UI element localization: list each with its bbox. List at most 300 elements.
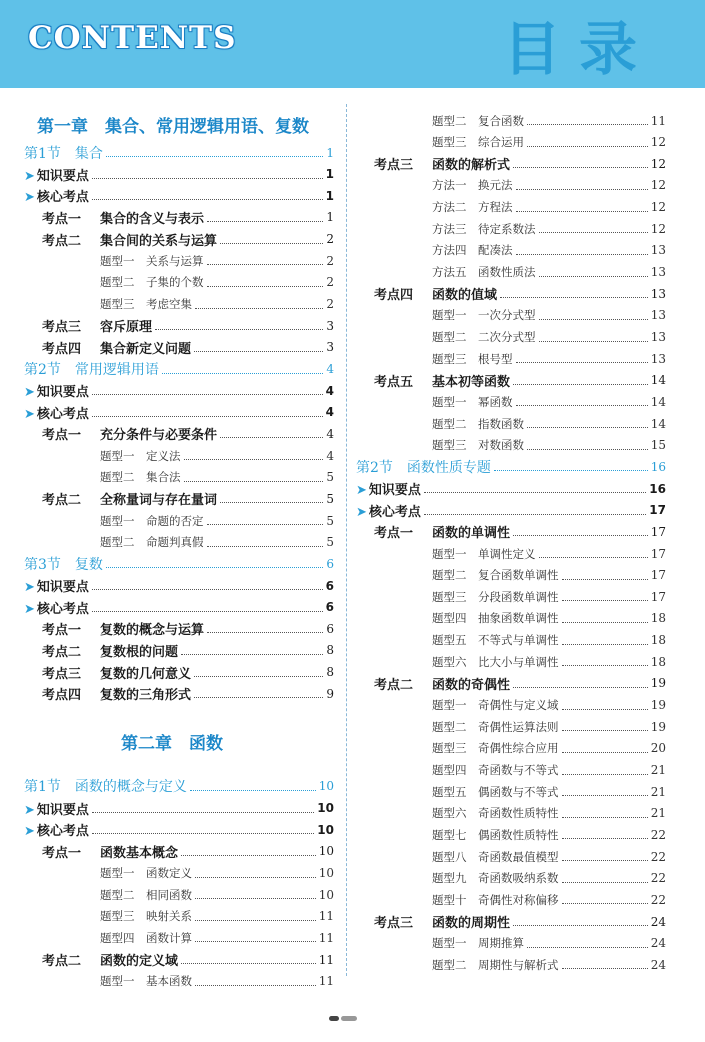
entry-code: 题型二 xyxy=(432,330,467,344)
entry-title: 函数计算 xyxy=(146,930,192,945)
toc-entry[interactable] xyxy=(42,662,334,683)
entry-code: 题型三 xyxy=(432,589,467,604)
entry-title: 抽象函数单调性 xyxy=(478,611,559,626)
toc-entry[interactable] xyxy=(100,250,334,271)
dot-leader xyxy=(92,199,323,200)
page-number: 13 xyxy=(650,265,666,280)
arrow-icon: ➤ xyxy=(24,802,35,818)
entry-code: 考点三 xyxy=(374,916,414,932)
dot-leader xyxy=(207,524,324,525)
entry-title: 核心考点 xyxy=(36,824,89,840)
page-number: 20 xyxy=(650,741,666,756)
toc-entry[interactable] xyxy=(432,132,666,153)
entry-code: 题型三 xyxy=(432,741,467,756)
toc-entry[interactable] xyxy=(432,305,666,326)
toc-entry[interactable] xyxy=(42,207,334,228)
toc-entry[interactable] xyxy=(100,445,334,466)
entry-title: 复合函数单调性 xyxy=(478,568,559,583)
entry-title: 知识要点 xyxy=(36,802,89,818)
toc-entry[interactable] xyxy=(42,618,334,639)
dot-leader xyxy=(562,795,648,796)
dot-leader xyxy=(220,502,323,503)
entry-title: 基本初等函数 xyxy=(432,374,511,390)
toc-entry[interactable] xyxy=(374,911,666,932)
page-number: 6 xyxy=(326,621,334,636)
page-number: 8 xyxy=(326,665,334,680)
entry-code: 考点二 xyxy=(42,233,82,249)
toc-entry[interactable] xyxy=(42,315,334,336)
entry-code: 题型四 xyxy=(432,763,467,777)
entry-code: 方法五 xyxy=(432,265,467,280)
dot-leader xyxy=(184,459,324,460)
toc-entry[interactable] xyxy=(24,359,334,380)
toc-entry[interactable] xyxy=(24,380,334,401)
dot-leader xyxy=(516,405,648,406)
dot-leader xyxy=(92,394,323,395)
toc-entry[interactable] xyxy=(100,510,334,531)
dot-leader xyxy=(562,730,648,731)
page-number: 18 xyxy=(650,633,666,648)
page-number: 17 xyxy=(649,503,666,518)
entry-code: 题型一 xyxy=(100,253,135,268)
entry-code: 题型一 xyxy=(432,394,467,409)
entry-title: 函数的周期性 xyxy=(432,916,511,932)
entry-title: 函数的值域 xyxy=(432,288,498,304)
entry-title: 子集的个数 xyxy=(146,275,204,290)
dot-leader xyxy=(181,855,316,856)
entry-code: 考点四 xyxy=(374,288,414,304)
dot-leader xyxy=(181,963,316,964)
dot-leader xyxy=(190,790,316,791)
toc-entry[interactable] xyxy=(432,803,666,824)
dot-leader xyxy=(207,632,323,633)
entry-code: 考点三 xyxy=(42,320,82,336)
entry-title: 单调性定义 xyxy=(478,546,536,561)
dot-leader xyxy=(195,877,316,878)
entry-title: 幂函数 xyxy=(478,394,513,409)
page-number: 24 xyxy=(650,936,666,951)
toc-entry[interactable] xyxy=(24,185,334,206)
entry-code: 题型二 xyxy=(432,113,467,128)
toc-entry[interactable] xyxy=(100,884,334,905)
entry-title: 集合间的关系与运算 xyxy=(100,233,218,249)
entry-code: 题型十 xyxy=(432,892,467,907)
page-number: 22 xyxy=(650,849,666,864)
entry-title: 奇偶性与定义域 xyxy=(478,698,559,713)
toc-entry[interactable] xyxy=(24,575,334,596)
entry-code: 考点一 xyxy=(42,428,82,444)
toc-entry[interactable] xyxy=(432,543,666,564)
page-number: 4 xyxy=(325,405,334,420)
toc-entry[interactable] xyxy=(24,798,334,819)
toc-entry[interactable] xyxy=(432,760,666,781)
entry-title: 不等式与单调性 xyxy=(478,633,559,648)
entry-title: 知识要点 xyxy=(36,580,89,595)
toc-entry[interactable] xyxy=(356,456,666,477)
dot-leader xyxy=(162,373,323,374)
page-number: 5 xyxy=(326,491,334,506)
toc-entry[interactable] xyxy=(432,781,666,802)
toc-entry[interactable] xyxy=(356,500,666,521)
entry-title: 方程法 xyxy=(478,200,513,215)
entry-code: 题型六 xyxy=(432,654,467,669)
entry-title: 配凑法 xyxy=(478,243,513,258)
entry-title: 分段函数单调性 xyxy=(478,589,559,604)
toc-entry[interactable] xyxy=(42,229,334,250)
entry-title: 奇函数性质特性 xyxy=(478,806,559,821)
entry-code: 考点二 xyxy=(374,677,414,693)
entry-title: 考虑空集 xyxy=(146,297,192,312)
page-number: 2 xyxy=(326,253,334,268)
toc-entry[interactable] xyxy=(432,218,666,239)
dot-leader xyxy=(92,178,323,179)
entry-title: 复数的概念与运算 xyxy=(100,623,205,639)
mulu-title: 目录 xyxy=(503,15,656,83)
toc-entry[interactable] xyxy=(432,348,666,369)
toc-entry[interactable] xyxy=(432,933,666,954)
toc-entry[interactable] xyxy=(432,327,666,348)
entry-title: 奇偶性综合应用 xyxy=(478,741,559,756)
page-number: 16 xyxy=(650,459,666,474)
toc-entry[interactable] xyxy=(42,949,334,970)
entry-code: 题型六 xyxy=(432,806,467,821)
entry-code: 考点一 xyxy=(42,845,82,861)
toc-entry[interactable] xyxy=(24,819,334,840)
toc-entry[interactable] xyxy=(356,478,666,499)
entry-title: 第1节 函数的概念与定义 xyxy=(24,779,187,796)
page-number: 13 xyxy=(650,286,666,301)
toc-entry[interactable] xyxy=(374,521,666,542)
page-number: 22 xyxy=(650,871,666,886)
toc-entry[interactable] xyxy=(100,272,334,293)
page-number: 1 xyxy=(325,188,334,203)
entry-code: 题型三 xyxy=(100,909,135,924)
page-number: 17 xyxy=(650,589,666,604)
page-number: 11 xyxy=(318,952,334,967)
page-number: 1 xyxy=(326,145,334,160)
page-number: 2 xyxy=(326,297,334,312)
dot-leader xyxy=(516,362,648,363)
entry-title: 函数性质法 xyxy=(478,265,536,280)
page-number: 12 xyxy=(650,156,666,171)
dot-leader xyxy=(220,243,323,244)
toc-entry[interactable] xyxy=(24,553,334,574)
chapter-1-title: 第一章 集合、常用逻辑用语、复数 xyxy=(37,117,309,137)
toc-entry[interactable] xyxy=(374,153,666,174)
entry-title: 偶函数性质特性 xyxy=(478,827,559,842)
entry-title: 知识要点 xyxy=(36,385,89,401)
toc-entry[interactable] xyxy=(100,906,334,927)
dot-leader xyxy=(513,384,648,385)
toc-entry[interactable] xyxy=(432,716,666,737)
page-number: 24 xyxy=(650,914,666,929)
page-number: 21 xyxy=(650,806,666,821)
toc-entry[interactable] xyxy=(24,164,334,185)
arrow-icon: ➤ xyxy=(356,483,367,499)
toc-entry[interactable] xyxy=(432,651,666,672)
page-number: 3 xyxy=(326,340,334,355)
page-number: 19 xyxy=(650,698,666,713)
toc-entry[interactable] xyxy=(432,565,666,586)
entry-code: 题型四 xyxy=(100,930,135,945)
entry-title: 指数函数 xyxy=(478,416,524,431)
page-number: 17 xyxy=(650,524,666,539)
entry-title: 第3节 复数 xyxy=(24,556,103,573)
entry-code: 题型二 xyxy=(100,470,135,485)
dot-leader xyxy=(207,221,323,222)
toc-entry[interactable] xyxy=(432,413,666,434)
entry-title: 奇偶性运算法则 xyxy=(478,719,559,734)
page-number: 12 xyxy=(650,221,666,236)
toc-entry[interactable] xyxy=(432,954,666,975)
page-number: 5 xyxy=(326,513,334,528)
entry-code: 题型三 xyxy=(432,438,467,453)
entry-code: 考点五 xyxy=(374,374,414,390)
contents-title: CONTENTS xyxy=(28,20,237,56)
toc-entry[interactable] xyxy=(432,110,666,131)
entry-code: 题型一 xyxy=(100,448,135,463)
entry-code: 题型一 xyxy=(432,308,467,323)
entry-code: 题型五 xyxy=(432,784,467,799)
dot-leader xyxy=(562,882,648,883)
entry-title: 核心考点 xyxy=(36,601,89,617)
entry-code: 题型一 xyxy=(100,866,135,880)
page-number: 17 xyxy=(650,568,666,583)
entry-title: 集合新定义问题 xyxy=(100,341,192,357)
entry-code: 方法四 xyxy=(432,243,467,258)
toc-entry[interactable] xyxy=(432,889,666,910)
dot-leader xyxy=(539,319,648,320)
toc-entry[interactable] xyxy=(432,608,666,629)
toc-entry[interactable] xyxy=(42,841,334,862)
page-number: 14 xyxy=(650,416,666,431)
page-number: 12 xyxy=(650,135,666,150)
page-number: 14 xyxy=(650,394,666,409)
dot-leader xyxy=(92,589,323,590)
toc-entry[interactable] xyxy=(432,435,666,456)
entry-title: 核心考点 xyxy=(36,406,89,422)
page-number: 12 xyxy=(650,200,666,215)
dot-leader xyxy=(562,860,648,861)
page-number: 6 xyxy=(326,556,334,571)
entry-code: 题型五 xyxy=(432,633,467,648)
entry-title: 周期性与解析式 xyxy=(478,957,559,972)
toc-entry[interactable] xyxy=(432,197,666,218)
page-number: 12 xyxy=(650,178,666,193)
dot-leader xyxy=(207,546,324,547)
dot-leader xyxy=(195,920,316,921)
entry-code: 题型七 xyxy=(432,827,467,842)
entry-code: 题型二 xyxy=(432,416,467,431)
toc-entry[interactable] xyxy=(432,738,666,759)
toc-entry[interactable] xyxy=(432,695,666,716)
dot-leader xyxy=(207,264,324,265)
page-number: 6 xyxy=(325,578,334,593)
page-number: 18 xyxy=(650,654,666,669)
dot-leader xyxy=(106,156,323,157)
page-number: 8 xyxy=(326,643,334,658)
toc-entry[interactable] xyxy=(432,240,666,261)
entry-code: 题型一 xyxy=(432,546,467,561)
dot-leader xyxy=(539,557,648,558)
dot-leader xyxy=(195,985,316,986)
page-number: 6 xyxy=(325,600,334,615)
entry-title: 复数的几何意义 xyxy=(100,666,192,682)
dot-leader xyxy=(220,437,323,438)
arrow-icon: ➤ xyxy=(24,824,35,840)
page-number: 15 xyxy=(650,438,666,453)
entry-code: 题型二 xyxy=(100,535,135,550)
page-number: 4 xyxy=(325,383,334,398)
entry-title: 命题判真假 xyxy=(146,535,204,550)
entry-code: 题型二 xyxy=(432,719,467,734)
dot-leader xyxy=(513,925,648,926)
arrow-icon: ➤ xyxy=(24,190,35,206)
entry-title: 命题的否定 xyxy=(146,513,204,528)
page-number: 18 xyxy=(650,611,666,626)
toc-entry[interactable] xyxy=(432,391,666,412)
dot-leader xyxy=(194,697,323,698)
entry-title: 全称量词与存在量词 xyxy=(100,493,218,509)
toc-entry[interactable] xyxy=(374,673,666,694)
toc-entry[interactable] xyxy=(100,532,334,553)
toc-entry[interactable] xyxy=(24,142,334,163)
toc-entry[interactable] xyxy=(100,863,334,884)
entry-code: 考点一 xyxy=(42,623,82,639)
toc-entry[interactable] xyxy=(42,640,334,661)
page-number: 21 xyxy=(650,763,666,777)
toc-entry[interactable] xyxy=(374,283,666,304)
entry-code: 题型二 xyxy=(100,275,135,290)
page-number: 1 xyxy=(326,210,334,225)
entry-title: 充分条件与必要条件 xyxy=(100,428,218,444)
dot-leader xyxy=(562,644,648,645)
dot-leader xyxy=(181,654,323,655)
dot-leader xyxy=(527,449,648,450)
dot-leader xyxy=(92,833,314,834)
toc-entry[interactable] xyxy=(100,971,334,992)
toc-entry[interactable] xyxy=(24,402,334,423)
toc-entry[interactable] xyxy=(100,927,334,948)
entry-title: 对数函数 xyxy=(478,438,524,453)
dot-leader xyxy=(92,611,323,612)
toc-entry[interactable] xyxy=(24,776,334,797)
entry-title: 综合运用 xyxy=(478,135,524,150)
page-number: 24 xyxy=(650,957,666,972)
toc-entry[interactable] xyxy=(100,467,334,488)
toc-entry[interactable] xyxy=(374,370,666,391)
toc-entry[interactable] xyxy=(432,175,666,196)
page-number: 5 xyxy=(326,535,334,550)
page-number: 4 xyxy=(326,362,334,376)
toc-entry[interactable] xyxy=(42,423,334,444)
entry-title: 函数的奇偶性 xyxy=(432,677,511,693)
toc-entry[interactable] xyxy=(42,488,334,509)
entry-title: 第2节 常用逻辑用语 xyxy=(24,362,159,378)
toc-entry[interactable] xyxy=(42,683,334,704)
page-number: 17 xyxy=(650,546,666,561)
entry-title: 容斥原理 xyxy=(100,320,153,336)
page-number: 21 xyxy=(650,784,666,799)
entry-title: 相同函数 xyxy=(146,887,192,902)
dot-leader xyxy=(539,276,648,277)
page-number: 11 xyxy=(318,974,334,989)
page-number: 13 xyxy=(650,330,666,344)
toc-entry[interactable] xyxy=(42,337,334,358)
entry-code: 题型二 xyxy=(100,887,135,902)
entry-code: 方法一 xyxy=(432,178,467,193)
dot-leader xyxy=(562,752,648,753)
toc-entry[interactable] xyxy=(100,294,334,315)
dot-leader xyxy=(562,838,648,839)
dot-leader xyxy=(195,308,323,309)
entry-title: 基本函数 xyxy=(146,974,192,989)
entry-title: 关系与运算 xyxy=(146,253,204,268)
entry-code: 题型九 xyxy=(432,871,467,886)
page-number: 10 xyxy=(318,844,334,859)
column-divider xyxy=(346,104,347,976)
page-number: 16 xyxy=(649,481,666,496)
dot-leader xyxy=(516,189,648,190)
arrow-icon: ➤ xyxy=(24,601,35,617)
entry-title: 换元法 xyxy=(478,178,513,193)
entry-code: 题型八 xyxy=(432,849,467,864)
dot-leader xyxy=(106,567,323,568)
toc-entry[interactable] xyxy=(432,824,666,845)
entry-code: 方法三 xyxy=(432,221,467,236)
page-number: 10 xyxy=(317,801,334,816)
toc-entry[interactable] xyxy=(432,868,666,889)
dot-leader xyxy=(562,600,648,601)
page-number: 22 xyxy=(650,892,666,907)
dot-leader xyxy=(92,416,323,417)
page-number: 11 xyxy=(318,909,334,924)
toc-entry[interactable] xyxy=(432,262,666,283)
dot-leader xyxy=(527,947,648,948)
entry-title: 二次分式型 xyxy=(478,330,536,344)
dot-leader xyxy=(562,709,648,710)
toc-entry[interactable] xyxy=(24,597,334,618)
dot-leader xyxy=(516,254,648,255)
entry-code: 考点二 xyxy=(42,644,82,660)
page-number: 3 xyxy=(326,318,334,333)
page-number: 19 xyxy=(650,719,666,734)
entry-title: 定义法 xyxy=(146,448,181,463)
page-number: 13 xyxy=(650,351,666,366)
page-number: 11 xyxy=(318,930,334,945)
page-dots xyxy=(329,1016,357,1022)
entry-code: 考点二 xyxy=(42,954,82,970)
entry-title: 函数定义 xyxy=(146,866,192,880)
dot-leader xyxy=(516,211,648,212)
entry-code: 题型二 xyxy=(432,568,467,583)
toc-entry[interactable] xyxy=(432,846,666,867)
page-number: 13 xyxy=(650,243,666,258)
dot-leader xyxy=(513,535,648,536)
entry-title: 函数基本概念 xyxy=(100,845,179,861)
entry-code: 考点三 xyxy=(42,666,82,682)
toc-entry[interactable] xyxy=(432,630,666,651)
dot-leader xyxy=(527,124,648,125)
page-number: 4 xyxy=(326,426,334,441)
page-number: 13 xyxy=(650,308,666,323)
dot-leader xyxy=(562,665,648,666)
dot-leader xyxy=(424,492,646,493)
chapter-2-title: 第二章 函数 xyxy=(121,734,223,754)
toc-entry[interactable] xyxy=(432,586,666,607)
page-number: 22 xyxy=(650,827,666,842)
page-number: 11 xyxy=(650,113,666,128)
